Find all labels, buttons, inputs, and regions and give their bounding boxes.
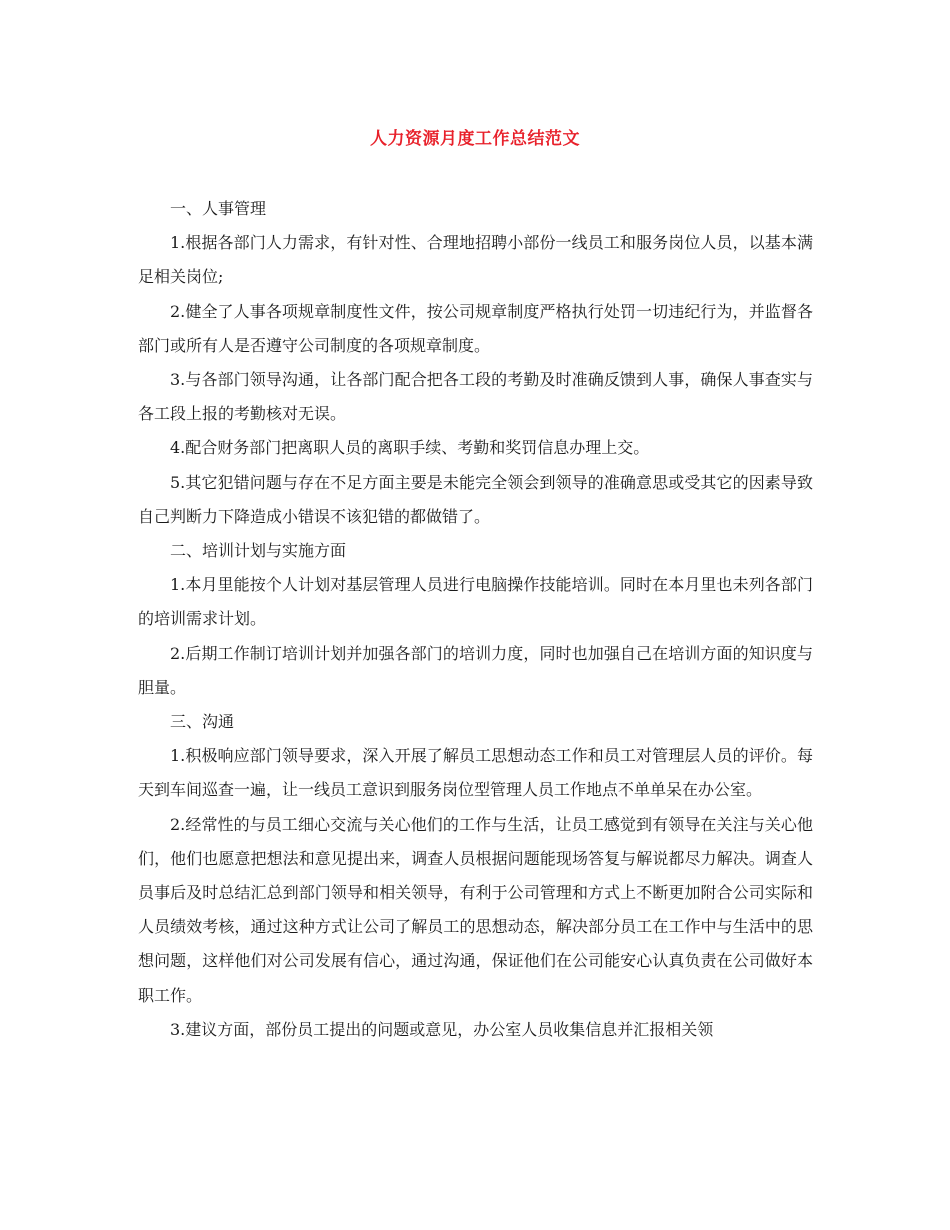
paragraph: 1.积极响应部门领导要求，深入开展了解员工思想动态工作和员工对管理层人员的评价。每天到车间巡查一遍，让一线员工意识到服务岗位型管理人员工作地点不单单呆在办公室。 bbox=[138, 746, 813, 800]
paragraph: 1.根据各部门人力需求，有针对性、合理地招聘小部份一线员工和服务岗位人员，以基本满足相关岗位; bbox=[138, 233, 813, 287]
document-body bbox=[138, 192, 813, 1047]
section-heading: 二、培训计划与实施方面 bbox=[170, 541, 347, 561]
paragraph: 1.本月里能按个人计划对基层管理人员进行电脑操作技能培训。同时在本月里也未列各部门的培训需求计划。 bbox=[138, 575, 813, 629]
paragraph: 5.其它犯错问题与存在不足方面主要是未能完全领会到领导的准确意思或受其它的因素导致自己判断力下降造成小错误不该犯错的都做错了。 bbox=[138, 472, 813, 526]
section-heading: 三、沟通 bbox=[170, 712, 235, 732]
paragraph: 4.配合财务部门把离职人员的离职手续、考勤和奖罚信息办理上交。 bbox=[170, 438, 650, 458]
paragraph: 3.建议方面，部份员工提出的问题或意见，办公室人员收集信息并汇报相关领 bbox=[170, 1019, 714, 1039]
paragraph: 3.与各部门领导沟通，让各部门配合把各工段的考勤及时准确反馈到人事，确保人事查实与各工段上报的考勤核对无误。 bbox=[138, 370, 813, 424]
paragraph: 2.经常性的与员工细心交流与关心他们的工作与生活，让员工感觉到有领导在关注与关心他们，他们也愿意把想法和意见提出来，调查人员根据问题能现场答复与解说都尽力解决。调查人员事后及时总结汇总到部门领导和相关领导，有利于公司管理和方式上不断更加附合公司实际和人员绩效考核，通过这种方式让公司了解员工的思想动态，解决部分员工在工作中与生活中的思想问题，这样他们对公司发展有信心，通过沟通，保证他们在公司能安心认真负责在公司做好本职工作。 bbox=[138, 814, 813, 1005]
paragraph: 2.后期工作制订培训计划并加强各部门的培训力度，同时也加强自己在培训方面的知识度与胆量。 bbox=[138, 643, 813, 697]
paragraph: 2.健全了人事各项规章制度性文件，按公司规章制度严格执行处罚一切违纪行为，并监督各部门或所有人是否遵守公司制度的各项规章制度。 bbox=[138, 301, 813, 355]
section-heading: 一、人事管理 bbox=[170, 199, 267, 218]
document-title: 人力资源月度工作总结范文 bbox=[370, 129, 580, 149]
